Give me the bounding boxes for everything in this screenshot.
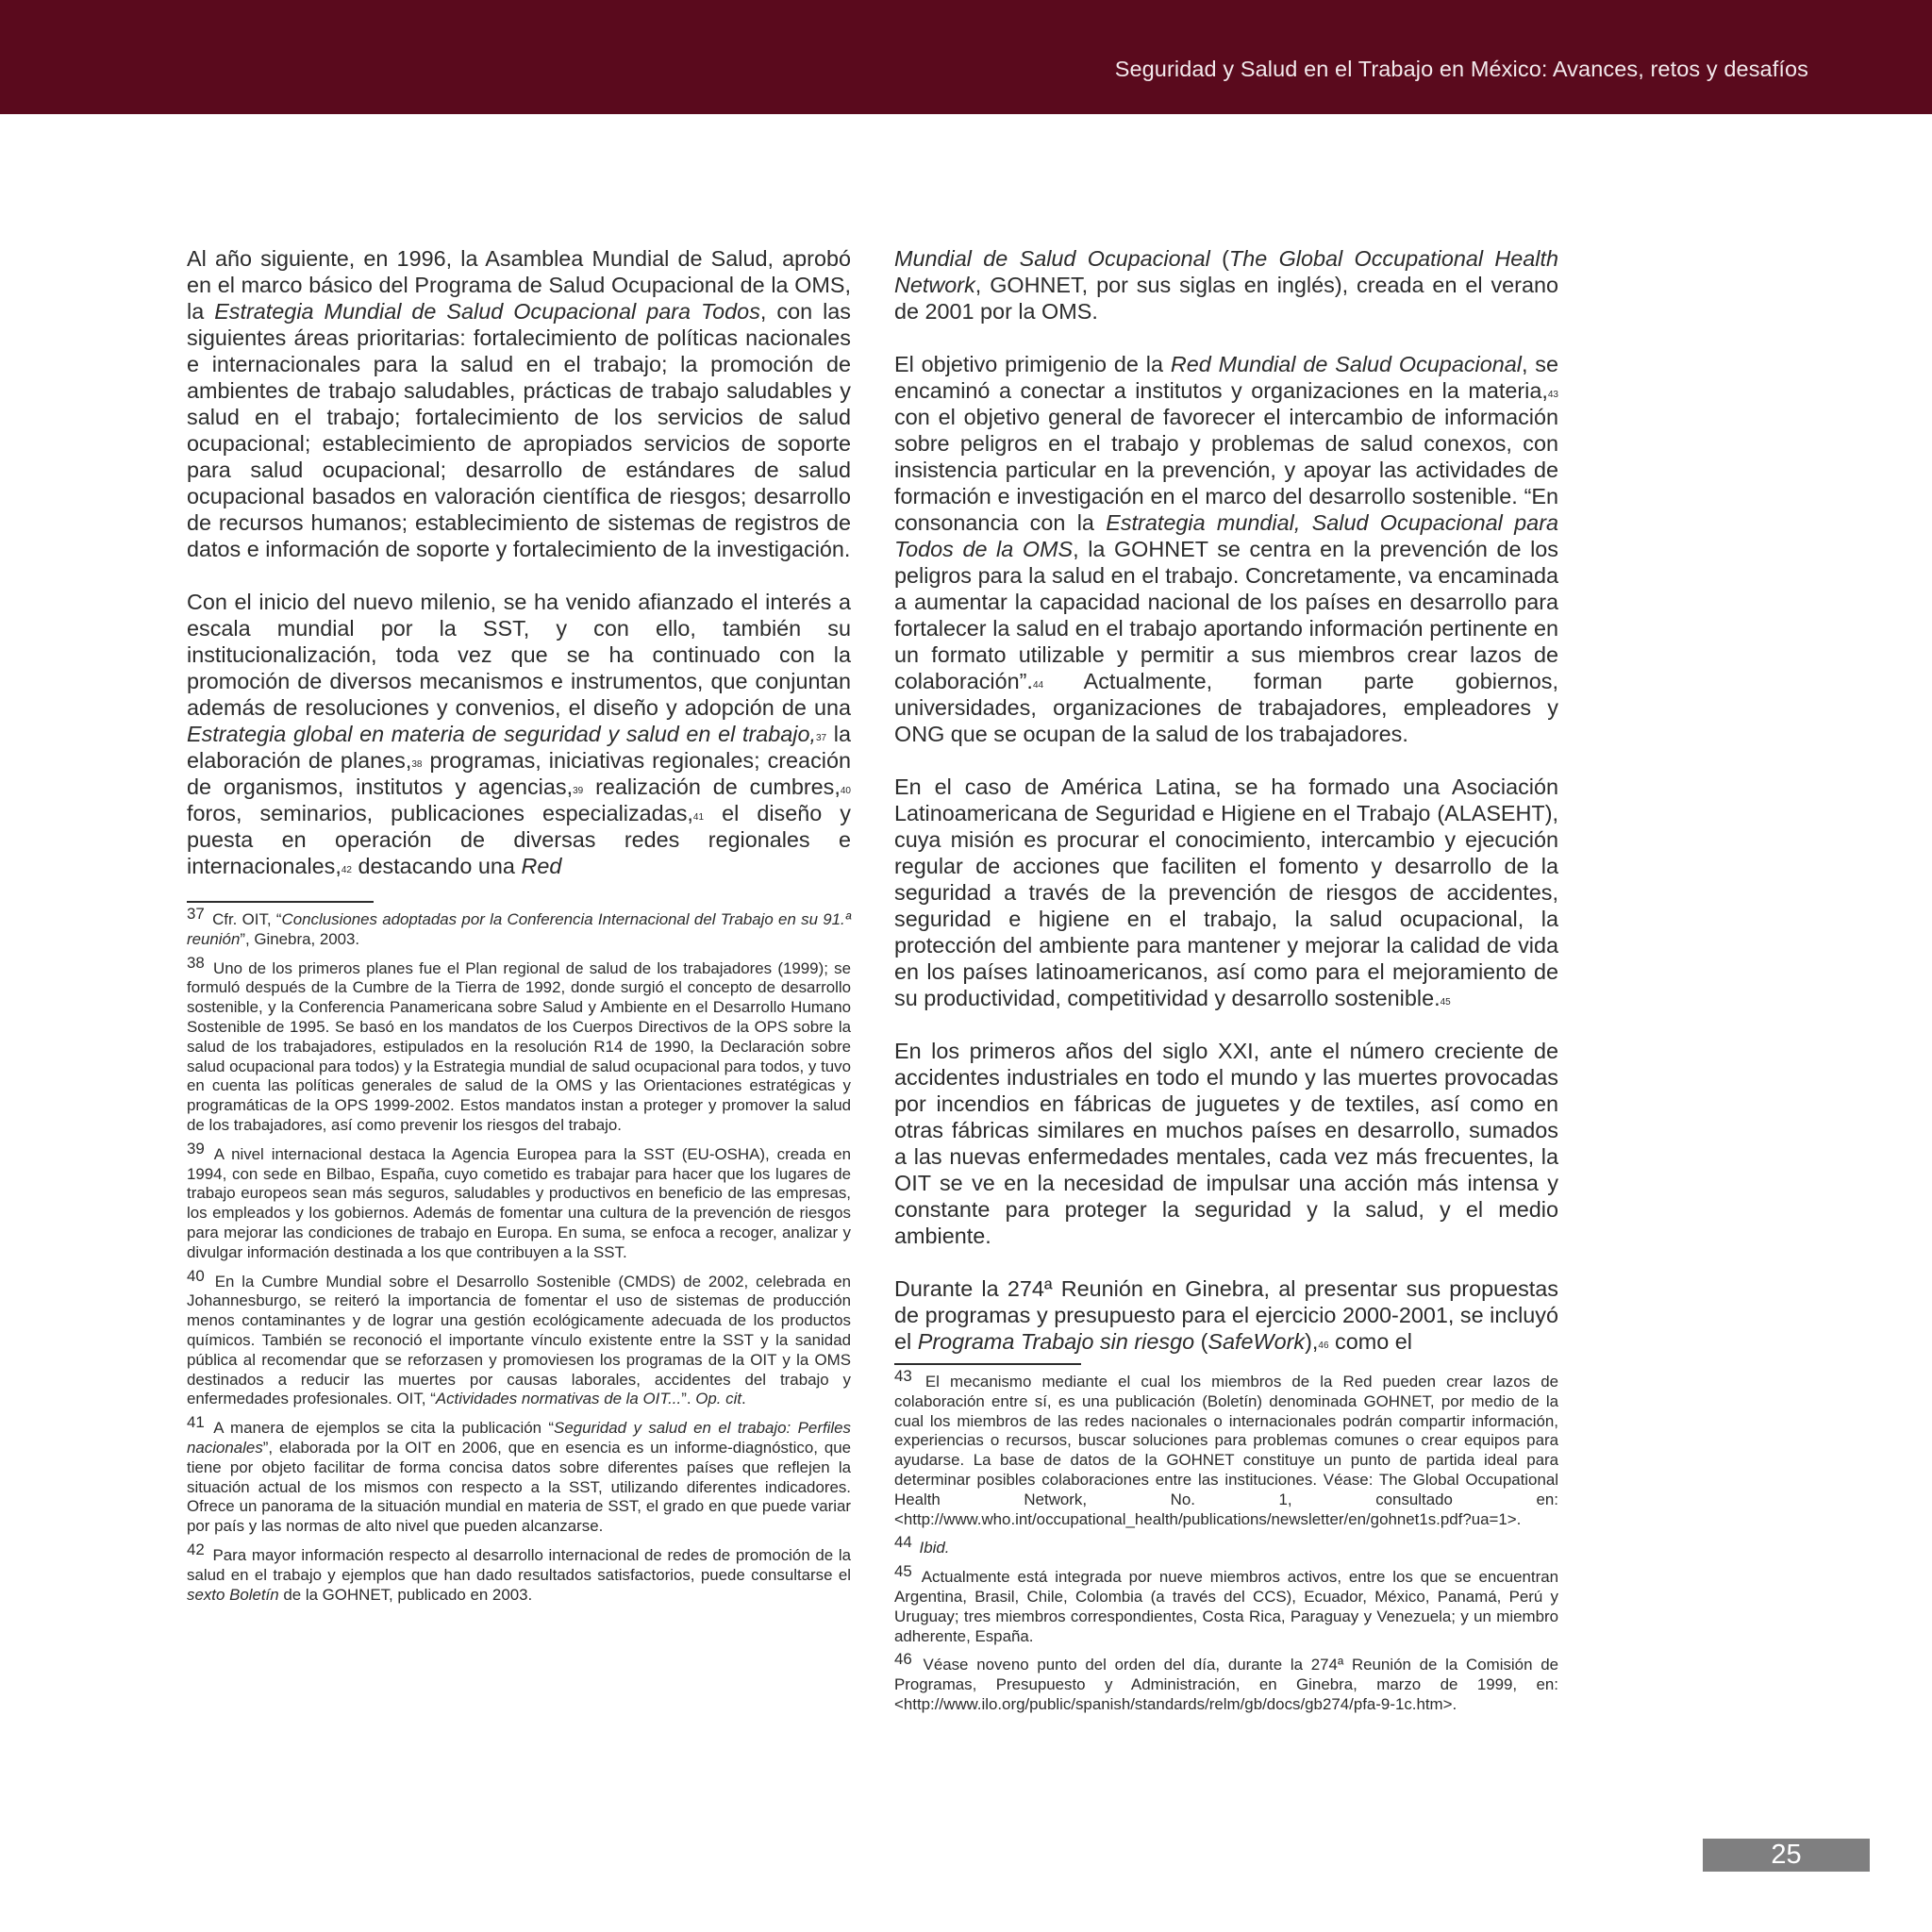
text-span: Durante la 274ª Reunión en Ginebra, al presentar sus propuestas de programas y presupuesto para el ejercicio 2000-2001, se incluyó el: [894, 1276, 1558, 1354]
text-span: de la GOHNET, publicado en 2003.: [278, 1585, 533, 1604]
footnote-37: [187, 905, 851, 950]
text-span: Uno de los primeros planes fue el Plan regional de salud de los trabajadores (1999); se formuló después de la Cumbre de la Tierra de 1992, donde surgió el concepto de desarrollo sostenible, y la Conferencia Panamericana sobre Salud y Ambiente en el Desarrollo Humano Sostenible de 1995. Se basó en los mandatos de los Cuerpos Directivos de la OPS sobre la salud de los trabajadores, estipulados en la resolución R14 de 1990, la Declaración sobre salud ocupacional para todos) y la Estrategia mundial de salud ocupacional para todos, y tuvo en cuenta las políticas generales de salud de la OMS y las Orientaciones estratégicas y programáticas de la OPS 1999-2002. Estos mandatos instan a proteger y promover la salud de los trabajadores, así como prevenir los riesgos del trabajo.: [187, 958, 851, 1134]
footnote-number: 39: [187, 1139, 205, 1158]
footnote-45: [894, 1562, 1558, 1646]
footnote-46: [894, 1650, 1558, 1714]
text-span: Actualmente está integrada por nueve miembros activos, entre los que se encuentran Argentina, Brasil, Chile, Colombia (a través del CCS), Ecuador, México, Panamá, Perú y Uruguay; tres miembros correspondientes, Costa Rica, Paraguay y Venezuela; y un miembro adherente, España.: [894, 1568, 1558, 1645]
paragraph: [187, 589, 851, 879]
text-span: realización de cumbres,: [583, 774, 841, 799]
page-number: 25: [1771, 1840, 1802, 1870]
footnote-ref-40[interactable]: 40: [840, 786, 851, 796]
running-header-title: Seguridad y Salud en el Trabajo en México: Avances, retos y desafíos: [1114, 57, 1808, 81]
italic-title: Red Mundial de Salud Ocupacional: [1170, 352, 1522, 376]
italic-title: The Global Occupational Health Network: [894, 246, 1558, 297]
right-footnotes: [894, 1363, 1558, 1715]
text-span: A nivel internacional destaca la Agencia Europea para la SST (EU-OSHA), creada en 1994, con sede en Bilbao, España, cuyo cometido es trabajar para hacer que los lugares de trabajo europeos sean más seguros, saludables y productivos en beneficio de las empresas, los empleados y los gobiernos. Además de fomentar una cultura de la prevención de riesgos para mejorar las condiciones de trabajo en Europa. En suma, se enfoca a recoger, analizar y divulgar información destinada a los que contribuyen a la SST.: [187, 1144, 851, 1261]
footnote-41: [187, 1413, 851, 1537]
footnote-number: 41: [187, 1413, 205, 1432]
footnote-ref-38[interactable]: 38: [411, 759, 423, 770]
italic-title: Mundial de Salud Ocupacional: [894, 246, 1210, 271]
footnote-42: [187, 1540, 851, 1605]
text-span: A manera de ejemplos se cita la publicación “: [207, 1419, 555, 1438]
footnote-number: 44: [894, 1533, 912, 1552]
text-span: ”, Ginebra, 2003.: [240, 929, 360, 948]
text-span: con el objetivo general de favorecer el intercambio de información sobre peligros en el trabajo y problemas de salud conexos, con insistencia particular en la prevención, y apoyar las actividades de formación e investigación en el marco del desarrollo sostenible. “En consonancia con la: [894, 405, 1558, 535]
left-footnotes: [187, 901, 851, 1605]
text-span: la elaboración de planes,: [187, 722, 851, 773]
footnote-number: 38: [187, 953, 205, 972]
text-span: , GOHNET, por sus siglas en inglés), creada en el verano de 2001 por la OMS.: [894, 273, 1558, 324]
text-span: ”.: [681, 1390, 696, 1408]
text-span: el diseño y puesta en operación de diversas redes regionales e internacionales,: [187, 801, 851, 878]
paragraph: [894, 1275, 1558, 1355]
italic-title: Actividades normativas de la OIT...: [435, 1390, 682, 1408]
right-column: [894, 245, 1558, 1355]
italic-title: Seguridad y salud en el trabajo: Perfiles nacionales: [187, 1419, 851, 1457]
italic-title: Programa Trabajo sin riesgo: [917, 1329, 1195, 1354]
footnote-ref-37[interactable]: 37: [815, 733, 827, 743]
italic-title: Op. cit: [695, 1390, 742, 1408]
italic-title: Conclusiones adoptadas por la Conferencia Internacional del Trabajo en su 91.ª reunión: [187, 910, 851, 948]
footnote-number: 43: [894, 1367, 912, 1385]
footnote-number: 46: [894, 1650, 912, 1669]
footnote-ref-39[interactable]: 39: [573, 786, 584, 796]
footnote-number: 37: [187, 905, 205, 923]
footnote-ref-46[interactable]: 46: [1318, 1341, 1329, 1351]
text-span: , la GOHNET se centra en la prevención de los peligros para la salud en el trabajo. Concretamente, va encaminada a aumentar la capacidad nacional de los países en desarrollo para fortalecer la salud en el trabajo aportando información pertinente en un formato utilizable y permitir a sus miembros crear lazos de colaboración”.: [894, 537, 1558, 693]
italic-title: Estrategia mundial, Salud Ocupacional para Todos de la OMS: [894, 510, 1558, 561]
text-span: (: [1209, 246, 1229, 271]
text-span: Véase noveno punto del orden del día, durante la 274ª Reunión de la Comisión de Programas, Presupuesto y Administración, en Ginebra, marzo de 1999, en: <http://www.ilo.org/public/spanish/standards/relm/gb/docs/gb274/pfa-9-1c.htm>.: [894, 1656, 1558, 1713]
paragraph: [187, 245, 851, 562]
footnote-40: [187, 1266, 851, 1410]
footnote-38: [187, 953, 851, 1136]
footnote-number: 42: [187, 1540, 205, 1558]
italic-title: SafeWork: [1208, 1329, 1306, 1354]
text-span: foros, seminarios, publicaciones especializadas,: [187, 801, 693, 825]
paragraph: [894, 351, 1558, 747]
text-span: Con el inicio del nuevo milenio, se ha venido afianzado el interés a escala mundial por la SST, y con ello, también su institucionalización, toda vez que se ha continuado con la promoción de diversos mecanismos e instrumentos, que conjuntan además de resoluciones y convenios, el diseño y adopción de una: [187, 590, 851, 720]
text-span: .: [741, 1390, 746, 1408]
text-span: Cfr. OIT, “: [207, 910, 282, 928]
text-span: destacando una: [351, 854, 522, 878]
footnote-number: 40: [187, 1266, 205, 1285]
text-span: Al año siguiente, en 1996, la Asamblea Mundial de Salud, aprobó en el marco básico del Programa de Salud Ocupacional de la OMS, la: [187, 246, 851, 324]
text-span: programas, iniciativas regionales; creación de organismos, institutos y agencias,: [187, 748, 851, 799]
text-span: ”, elaborada por la OIT en 2006, que en esencia es un informe-diagnóstico, que tiene por objeto facilitar de forma concisa datos sobre diferentes países que reflejen la situación actual de los mismos con respecto a la SST, utilizando diferentes indicadores. Ofrece un panorama de la situación mundial en materia de SST, el grado en que puede variar por país y las normas de alto nivel que pueden alcanzarse.: [187, 1438, 851, 1536]
text-span: El objetivo primigenio de la: [894, 352, 1171, 376]
text-span: Para mayor información respecto al desarrollo internacional de redes de promoción de la salud en el trabajo y ejemplos que han dado resultados satisfactorios, puede consultarse el: [187, 1545, 851, 1584]
italic-title: Estrategia Mundial de Salud Ocupacional para Todos: [214, 299, 760, 324]
footnote-ref-42[interactable]: 42: [341, 865, 352, 875]
footnote-ref-43[interactable]: 43: [1547, 390, 1558, 400]
text-span: Actualmente, forman parte gobiernos, universidades, organizaciones de trabajadores, empleadores y ONG que se ocupan de la salud de los trabajadores.: [894, 669, 1558, 746]
text-span: como el: [1328, 1329, 1412, 1354]
footnote-number: 45: [894, 1562, 912, 1581]
text-span: En la Cumbre Mundial sobre el Desarrollo Sostenible (CMDS) de 2002, celebrada en Johannesburgo, se reiteró la importancia de fomentar el uso de sistemas de producción menos contaminantes y de lograr una gestión ecológicamente adecuada de los productos químicos. También se reconoció el importante vínculo existente entre la SST y la sanidad pública al recomendar que se reforzasen y promoviesen los programas de la OIT y la OMS destinados a reducir las muertes por causas laborales, accidentes del trabajo y enfermedades profesionales. OIT, “: [187, 1272, 851, 1408]
text-span: En el caso de América Latina, se ha formado una Asociación Latinoamericana de Seguridad e Higiene en el Trabajo (ALASEHT), cuya misión es procurar el conocimiento, intercambio y ejecución regular de acciones que faciliten el fomento y desarrollo de la seguridad a través de la prevención de riesgos de accidentes, seguridad e higiene en el trabajo, la salud ocupacional, la protección del ambiente para mantener y mejorar la calidad de vida en los países latinoamericanos, así como para el mejoramiento de su productividad, competitividad y desarrollo sostenible.: [894, 774, 1558, 1010]
text-span: ),: [1305, 1329, 1319, 1354]
italic-title: Estrategia global en materia de seguridad y salud en el trabajo,: [187, 722, 816, 746]
footnote-43: [894, 1367, 1558, 1529]
paragraph: [894, 1038, 1558, 1249]
footnote-ref-44[interactable]: 44: [1032, 680, 1044, 691]
italic-title: Red: [521, 854, 562, 878]
text-span: El mecanismo mediante el cual los miembros de la Red pueden crear lazos de colaboración entre sí, es una publicación (Boletín) denominada GOHNET, por medio de la cual los miembros de las redes nacionales o internacionales podrán compartir información, experiencias o recursos, buscar soluciones para problemas comunes o crear equipos para ayudarse. La base de datos de la GOHNET constituye un punto de partida ideal para determinar posibles colaboraciones entre las instituciones. Véase: The Global Occupational Health Network, No. 1, consultado en: <http://www.who.int/occupational_health/publications/newsletter/en/gohnet1s.pdf?ua=1>.: [894, 1373, 1558, 1528]
footnote-ref-45[interactable]: 45: [1440, 997, 1451, 1008]
italic-title: sexto Boletín: [187, 1585, 279, 1604]
text-span: En los primeros años del siglo XXI, ante el número creciente de accidentes industriales en todo el mundo y las muertes provocadas por incendios en fábricas de juguetes y de textiles, así como en otras fábricas similares en muchos países en desarrollo, sumados a las nuevas enfermedades mentales, cada vez más frecuentes, la OIT se ve en la necesidad de impulsar una acción más intensa y constante para proteger la seguridad y la salud, y el medio ambiente.: [894, 1039, 1558, 1248]
paragraph: [894, 774, 1558, 1011]
left-column: [187, 245, 851, 879]
footnote-ref-41[interactable]: 41: [692, 812, 705, 823]
text-span: (: [1194, 1329, 1208, 1354]
text-span: , se encaminó a conectar a institutos y organizaciones en la materia,: [894, 352, 1558, 403]
text-span: , con las siguientes áreas prioritarias: fortalecimiento de políticas nacionales e internacionales para la salud en el trabajo; la promoción de ambientes de trabajo saludables, prácticas de trabajo saludables y salud en el trabajo; fortalecimiento de los servicios de salud ocupacional; establecimiento de apropiados servicios de soporte para salud ocupacional; desarrollo de estándares de salud ocupacional basados en valoración científica de riesgos; desarrollo de recursos humanos; establecimiento de sistemas de registros de datos e información de soporte y fortalecimiento de la investigación.: [187, 299, 851, 561]
footnote-44: [894, 1533, 1558, 1558]
footnote-39: [187, 1139, 851, 1263]
paragraph: [894, 245, 1558, 325]
italic-title: Ibid.: [919, 1539, 950, 1557]
